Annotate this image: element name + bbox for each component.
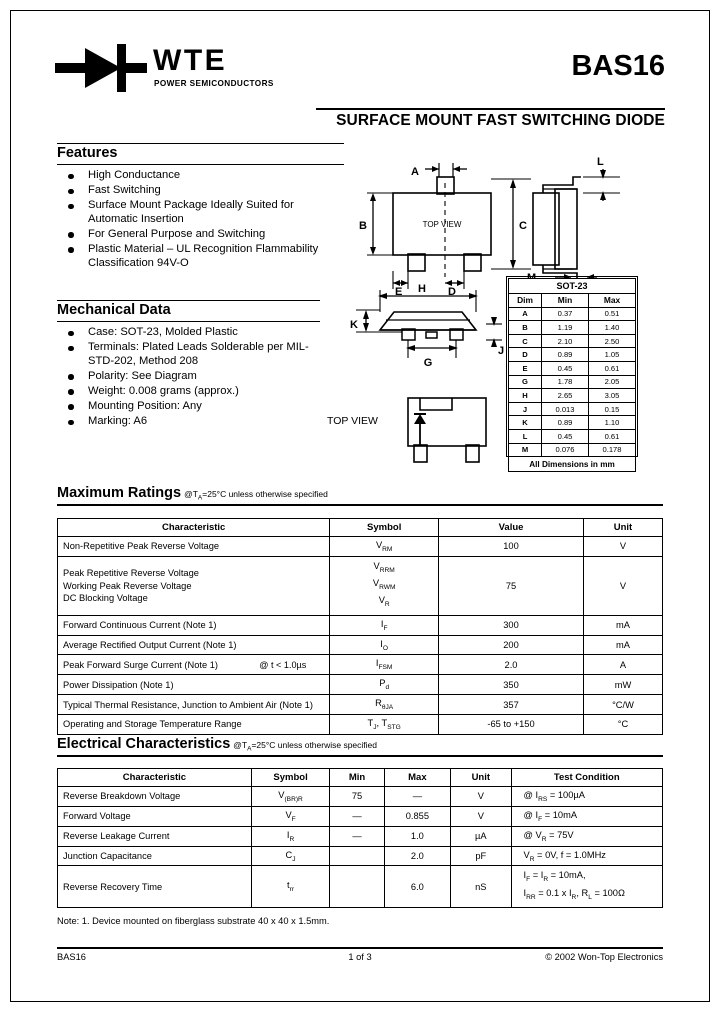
dimension-col-header: Dim (509, 294, 542, 308)
feature-item-1: Fast Switching (57, 184, 344, 198)
max-ratings-test-note: @ t < 1.0µs (259, 659, 307, 670)
electrical-col-header: Test Condition (511, 769, 662, 787)
max-ratings-symbol: $R_{\theta JA}$ (330, 695, 439, 715)
electrical-col-header: Min (330, 769, 384, 787)
electrical-row (58, 866, 662, 907)
max-ratings-characteristic: Forward Continuous Current (Note 1) (58, 615, 330, 635)
mechanical-data-section (57, 300, 320, 430)
product-subtitle: SURFACE MOUNT FAST SWITCHING DIODE (336, 112, 665, 129)
max-ratings-row (58, 655, 662, 675)
max-ratings-condition: $@T_A=25^\circ C$ unless otherwise specified (184, 489, 328, 502)
electrical-col-header: Characteristic (58, 769, 251, 787)
dimension-table (508, 278, 636, 472)
feature-item-4: Plastic Material – UL Recognition Flammability Classification 94V-O (57, 243, 344, 270)
dimension-col-header: Min (542, 294, 589, 308)
svg-text:B: B (359, 220, 367, 232)
electrical-test-condition: $V_R = 0V$, f = 1.0MHz (511, 846, 662, 866)
max-ratings-symbol: $V_{RM}$ (330, 537, 439, 557)
dimension-min: 0.45 (542, 361, 589, 375)
dimension-min: 0.89 (542, 348, 589, 362)
dimension-max: 3.05 (588, 389, 635, 403)
dimension-max: 0.61 (588, 361, 635, 375)
mechanical-item-2: Polarity: See Diagram (57, 370, 320, 384)
dimension-letter: J (509, 402, 542, 416)
max-ratings-unit: mW (583, 675, 662, 695)
electrical-max: 1.0 (384, 826, 450, 846)
electrical-max: 2.0 (384, 846, 450, 866)
mechanical-item-1: Terminals: Plated Leads Solderable per MIL-STD-202, Method 208 (57, 341, 320, 368)
dimension-max: 1.10 (588, 416, 635, 430)
dimension-letter: B (509, 321, 542, 335)
electrical-max: — (384, 787, 450, 807)
max-ratings-value: 357 (439, 695, 584, 715)
dimension-table-title-row (509, 279, 636, 294)
footer-divider (57, 947, 663, 949)
dimension-table-header-row (509, 294, 636, 308)
mech-bottom-rule (57, 321, 320, 322)
electrical-min (330, 846, 384, 866)
company-logo (55, 38, 295, 100)
dimension-row (509, 307, 636, 321)
electrical-test-condition: $I_F = I_R = 10mA$, $I_{RR} = 0.1$ x $I_R$, $R_L = 100\Omega$ (511, 866, 662, 907)
max-ratings-row (58, 556, 662, 615)
dimension-letter: G (509, 375, 542, 389)
max-ratings-value: 200 (439, 635, 584, 655)
max-ratings-symbol: $I_F$ (330, 615, 439, 635)
dimension-letter: H (509, 389, 542, 403)
max-ratings-col-header: Symbol (330, 519, 439, 537)
electrical-max: 6.0 (384, 866, 450, 907)
dimension-letter: E (509, 361, 542, 375)
max-ratings-heading: Maximum Ratings (57, 485, 182, 501)
features-section (57, 143, 344, 272)
feature-item-3: For General Purpose and Switching (57, 228, 344, 242)
electrical-header-row (58, 769, 662, 787)
electrical-unit: V (451, 806, 511, 826)
max-ratings-row (58, 675, 662, 695)
max-ratings-unit: V (583, 537, 662, 557)
max-ratings-unit: A (583, 655, 662, 675)
dimension-letter: M (509, 443, 542, 457)
max-ratings-table (57, 518, 663, 735)
dimension-row (509, 375, 636, 389)
electrical-col-header: Symbol (251, 769, 330, 787)
features-bottom-rule (57, 164, 344, 165)
electrical-min: 75 (330, 787, 384, 807)
electrical-col-header: Unit (451, 769, 511, 787)
max-ratings-header-row (58, 519, 662, 537)
electrical-test-condition: @ $I_F = 10mA$ (511, 806, 662, 826)
dimension-table-footer-row (509, 457, 636, 472)
dimension-max: 2.50 (588, 334, 635, 348)
footer-part-number: BAS16 (57, 952, 86, 962)
dimension-min: 1.19 (542, 321, 589, 335)
max-ratings-col-header: Characteristic (58, 519, 330, 537)
max-ratings-characteristic: Non-Repetitive Peak Reverse Voltage (58, 537, 330, 557)
dimension-max: 0.61 (588, 429, 635, 443)
feature-item-0: High Conductance (57, 169, 344, 183)
mechanical-item-3: Weight: 0.008 grams (approx.) (57, 385, 320, 399)
svg-text:TOP VIEW: TOP VIEW (422, 220, 462, 229)
dimension-row (509, 443, 636, 457)
dimension-min: 2.65 (542, 389, 589, 403)
dimension-row (509, 416, 636, 430)
max-ratings-symbol: $P_d$ (330, 675, 439, 695)
svg-text:E: E (395, 286, 403, 298)
electrical-characteristic: Reverse Breakdown Voltage (58, 787, 251, 807)
svg-text:L: L (597, 156, 604, 168)
diode-symbol-icon (55, 44, 147, 92)
dimension-letter: L (509, 429, 542, 443)
dimension-row (509, 321, 636, 335)
svg-text:D: D (448, 286, 456, 298)
dimension-min: 0.89 (542, 416, 589, 430)
max-ratings-col-header: Unit (583, 519, 662, 537)
electrical-header (57, 735, 663, 757)
max-ratings-characteristic: Power Dissipation (Note 1) (58, 675, 330, 695)
electrical-unit: µA (451, 826, 511, 846)
svg-text:K: K (350, 319, 358, 331)
electrical-test-condition: @ $V_R = 75V$ (511, 826, 662, 846)
max-ratings-characteristic: @ t < 1.0µs Peak Forward Surge Current (Note 1) (58, 655, 330, 675)
max-ratings-characteristic: Operating and Storage Temperature Range (58, 714, 330, 733)
max-ratings-unit: °C (583, 714, 662, 733)
electrical-heading: Electrical Characteristics (57, 736, 231, 752)
logo-wordmark: WTE (153, 44, 228, 77)
dimension-row (509, 429, 636, 443)
electrical-min: — (330, 806, 384, 826)
dimension-min: 0.45 (542, 429, 589, 443)
dimension-letter: A (509, 307, 542, 321)
electrical-row (58, 806, 662, 826)
dimension-units-note: All Dimensions in mm (509, 457, 636, 472)
electrical-characteristic: Reverse Leakage Current (58, 826, 251, 846)
package-side-view-drawing (525, 155, 655, 280)
footnote: Note: 1. Device mounted on fiberglass substrate 40 x 40 x 1.5mm. (57, 916, 330, 926)
electrical-test-condition: @ $I_{RS} = 100\mu A$ (511, 787, 662, 807)
max-ratings-value: -65 to +150 (439, 714, 584, 733)
max-ratings-value: 2.0 (439, 655, 584, 675)
svg-text:A: A (411, 166, 419, 178)
electrical-symbol: $C_J$ (251, 846, 330, 866)
electrical-min (330, 866, 384, 907)
electrical-row (58, 846, 662, 866)
dimension-row (509, 334, 636, 348)
dimension-row (509, 389, 636, 403)
dimension-letter: K (509, 416, 542, 430)
max-ratings-header (57, 484, 663, 506)
dimension-max: 2.05 (588, 375, 635, 389)
electrical-col-header: Max (384, 769, 450, 787)
polarity-diagram (390, 396, 500, 476)
dimension-table-title: SOT-23 (509, 279, 636, 294)
max-ratings-symbol: $T_J$, $T_{STG}$ (330, 714, 439, 733)
max-ratings-row (58, 714, 662, 733)
electrical-characteristic: Reverse Recovery Time (58, 866, 251, 907)
features-list (57, 169, 344, 270)
electrical-row (58, 826, 662, 846)
dimension-row (509, 402, 636, 416)
electrical-condition: $@T_A=25^\circ C$ unless otherwise specified (233, 740, 378, 753)
max-ratings-unit: mA (583, 635, 662, 655)
svg-text:C: C (519, 220, 527, 232)
dimension-max: 0.15 (588, 402, 635, 416)
max-ratings-col-header: Value (439, 519, 584, 537)
dimension-letter: C (509, 334, 542, 348)
dimension-min: 2.10 (542, 334, 589, 348)
electrical-unit: pF (451, 846, 511, 866)
svg-text:H: H (418, 283, 426, 295)
dimension-letter: D (509, 348, 542, 362)
dimension-max: 0.178 (588, 443, 635, 457)
electrical-rule (57, 755, 663, 757)
electrical-characteristic: Forward Voltage (58, 806, 251, 826)
max-ratings-symbol: $V_{RRM}$ $V_{RWM}$ $V_R$ (330, 556, 439, 615)
electrical-symbol: $V_F$ (251, 806, 330, 826)
max-ratings-characteristic: Typical Thermal Resistance, Junction to Ambient Air (Note 1) (58, 695, 330, 715)
dimension-min: 0.013 (542, 402, 589, 416)
electrical-unit: nS (451, 866, 511, 907)
dimension-row (509, 361, 636, 375)
logo-tagline: POWER SEMICONDUCTORS (154, 79, 274, 88)
header-divider (316, 108, 665, 110)
dimension-min: 0.37 (542, 307, 589, 321)
dimension-max: 0.51 (588, 307, 635, 321)
max-ratings-characteristic: Peak Repetitive Reverse Voltage Working Peak Reverse Voltage DC Blocking Voltage (58, 556, 330, 615)
page-header (55, 28, 665, 129)
max-ratings-row (58, 537, 662, 557)
max-ratings-row (58, 635, 662, 655)
features-heading: Features (57, 145, 118, 161)
electrical-characteristics-table (57, 768, 663, 908)
electrical-max: 0.855 (384, 806, 450, 826)
dimension-min: 1.78 (542, 375, 589, 389)
dimension-max: 1.40 (588, 321, 635, 335)
electrical-unit: V (451, 787, 511, 807)
max-ratings-unit: mA (583, 615, 662, 635)
part-number: BAS16 (571, 50, 665, 82)
svg-text:J: J (498, 345, 505, 357)
mechanical-list (57, 326, 320, 429)
svg-text:G: G (423, 357, 433, 369)
max-ratings-value: 100 (439, 537, 584, 557)
electrical-min: — (330, 826, 384, 846)
package-top-view-drawing (359, 155, 543, 298)
max-ratings-row (58, 615, 662, 635)
footer-copyright: © 2002 Won-Top Electronics (545, 952, 663, 962)
mechanical-item-0: Case: SOT-23, Molded Plastic (57, 326, 320, 340)
electrical-characteristic: Junction Capacitance (58, 846, 251, 866)
package-footprint-drawing (350, 282, 530, 392)
max-ratings-unit: V (583, 556, 662, 615)
max-ratings-value: 350 (439, 675, 584, 695)
dimension-max: 1.05 (588, 348, 635, 362)
dimension-row (509, 348, 636, 362)
footer-page-number: 1 of 3 (348, 952, 372, 962)
electrical-symbol: $I_R$ (251, 826, 330, 846)
electrical-symbol: $V_{(BR)R}$ (251, 787, 330, 807)
dimension-col-header: Max (588, 294, 635, 308)
mechanical-item-5: Marking: A6 (57, 415, 320, 429)
max-ratings-symbol: $I_{FSM}$ (330, 655, 439, 675)
max-ratings-unit: °C/W (583, 695, 662, 715)
mechanical-heading: Mechanical Data (57, 302, 171, 318)
max-ratings-symbol: $I_O$ (330, 635, 439, 655)
max-ratings-rule (57, 504, 663, 506)
electrical-row (58, 787, 662, 807)
dimension-min: 0.076 (542, 443, 589, 457)
max-ratings-value: 75 (439, 556, 584, 615)
mechanical-item-4: Mounting Position: Any (57, 400, 320, 414)
polarity-top-view-label: TOP VIEW (327, 415, 378, 427)
max-ratings-row (58, 695, 662, 715)
max-ratings-characteristic: Average Rectified Output Current (Note 1) (58, 635, 330, 655)
electrical-symbol: $t_{rr}$ (251, 866, 330, 907)
max-ratings-value: 300 (439, 615, 584, 635)
feature-item-2: Surface Mount Package Ideally Suited for Automatic Insertion (57, 199, 344, 226)
